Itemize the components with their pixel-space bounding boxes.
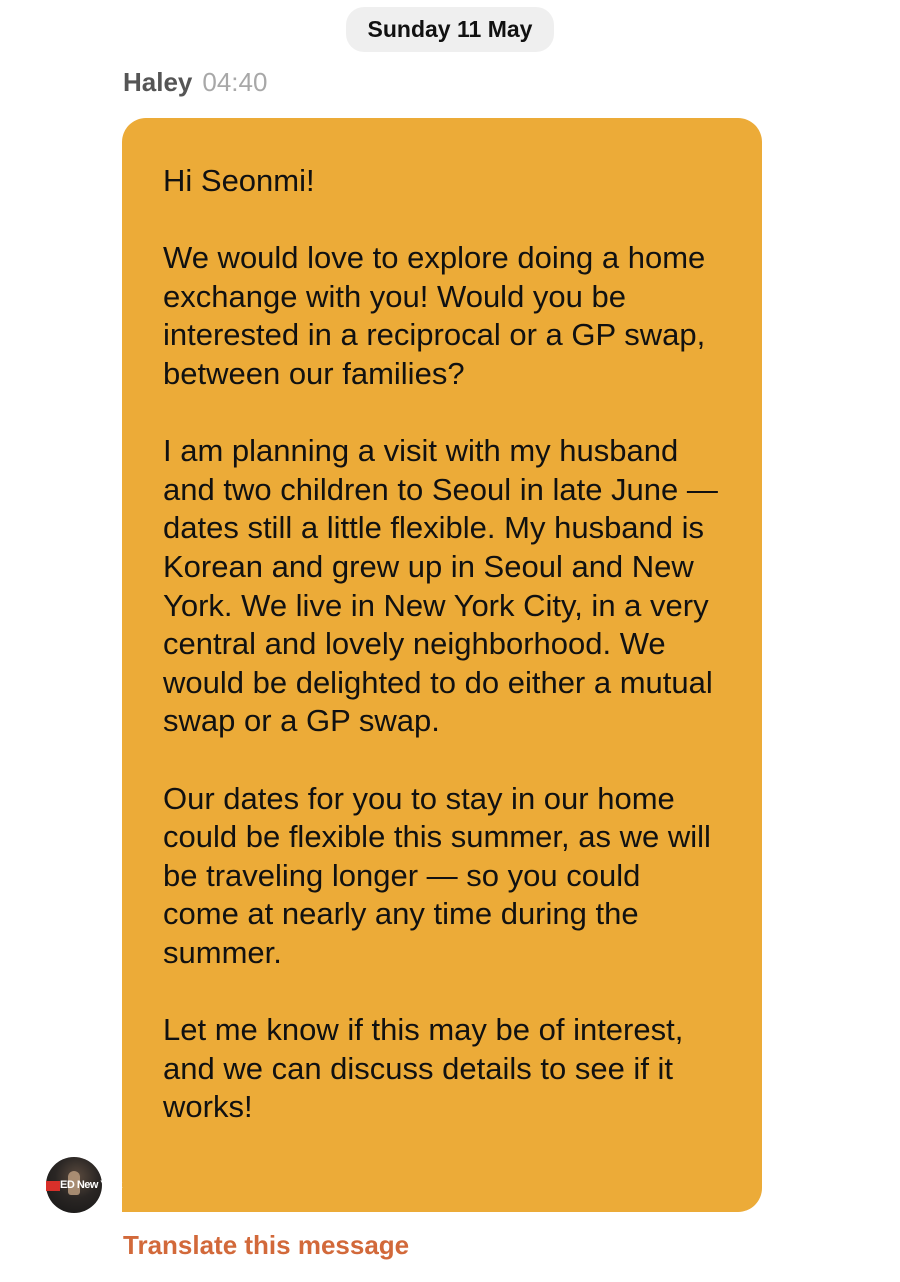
avatar-logo-mark [46,1181,60,1191]
sender-avatar[interactable] [46,1157,122,1213]
message-header [123,62,267,102]
avatar-text: ED New York [60,1179,122,1191]
message-bubble[interactable] [122,118,762,1212]
message-paragraph: Our dates for you to stay in our home could be flexible this summer, as we will be traveling longer — so you could come at nearly any time during the summer. [163,780,711,970]
message-paragraph: Hi Seonmi! [163,163,315,198]
message-paragraph: We would love to explore doing a home exchange with you! Would you be interested in a reciprocal or a GP swap, between our families? [163,240,706,391]
date-separator [346,7,554,52]
message-paragraph: I am planning a visit with my husband and two children to Seoul in late June — dates still a little flexible. My husband is Korean and grew up in Seoul and New York. We live in New York City, in a very central and lovely neighborhood. We would be delighted to do either a mutual swap or a GP swap. [163,433,718,739]
translate-message-link[interactable]: Translate this message [123,1229,410,1260]
message-paragraph: Let me know if this may be of interest, and we can discuss details to see if it works! [163,1012,684,1125]
message-timestamp: 04:40 [202,66,268,97]
date-separator-label: Sunday 11 May [367,16,533,42]
sender-name: Haley [123,66,193,97]
